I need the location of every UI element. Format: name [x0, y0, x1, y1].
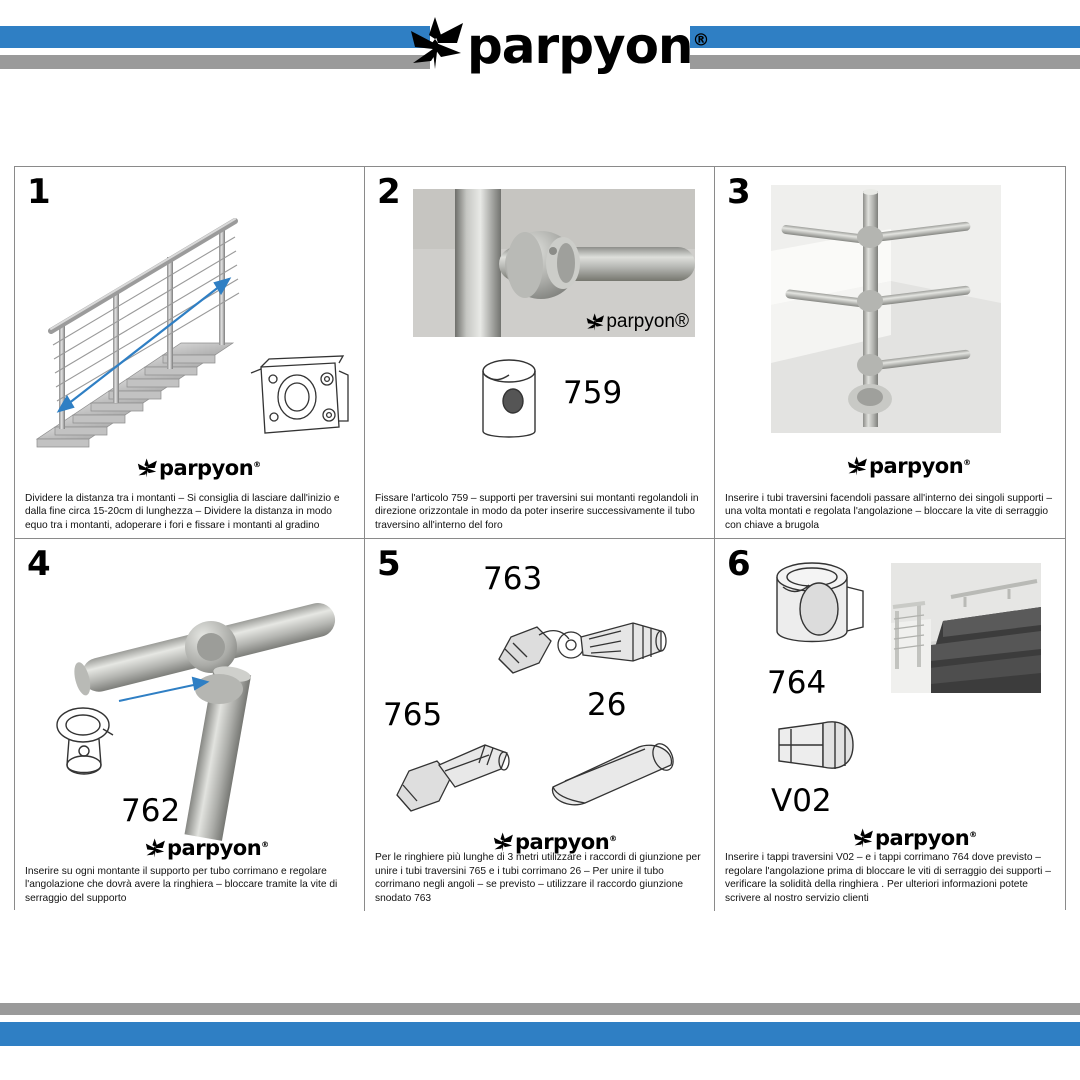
- cell-wordmark: parpyon®: [159, 455, 261, 480]
- finished-railing-photo: [891, 563, 1041, 693]
- watermark-logo: [584, 311, 689, 333]
- step-caption: Dividere la distanza tra i montanti – Si consiglia di lasciare dall'inizio e dalla fine circa 15-20cm di lunghezza – Dividere la distanza in modo equo tra i montanti, adoperare i fori e fissare i montanti al gradino: [25, 492, 340, 531]
- header-gray-bar-right: [690, 55, 1080, 69]
- step-caption: Fissare l'articolo 759 – supporti per traversini sui montanti regolandoli in direzione orizzontale in modo da poter inserire successivamente il tubo traversino all'interno del foro: [375, 492, 699, 531]
- step-cell-3: [715, 167, 1065, 539]
- parpyon-bird-icon: [143, 837, 167, 859]
- step-cell-2: [365, 167, 715, 539]
- cell-logo: [135, 457, 261, 479]
- step-caption: Per le ringhiere più lunghe di 3 metri utilizzare i raccordi di giunzione per unire i tubi traversini 765 e i tubi corrimano 26 – Per unire il tubo corrimano negli angoli – se previsto – utilizzare il raccordo giunzione snodato 763: [375, 852, 701, 904]
- part-number-765: 765: [383, 697, 443, 733]
- part-number-762: 762: [121, 793, 181, 829]
- header-blue-bar-right: [690, 26, 1080, 48]
- parpyon-bird-icon: [135, 457, 159, 479]
- part-number-763: 763: [483, 561, 543, 597]
- handrail-support-photo: [43, 561, 353, 847]
- cell-logo: [845, 455, 971, 477]
- connector-765-sketch: [389, 735, 517, 817]
- parpyon-bird-icon: [491, 831, 515, 853]
- parpyon-bird-icon: [845, 455, 869, 477]
- cell-wordmark: parpyon®: [515, 829, 617, 854]
- bracket-photo: [413, 189, 695, 337]
- cell-wordmark: parpyon®: [875, 825, 977, 850]
- articulated-joint-763-sketch: [493, 597, 673, 695]
- step-number: 3: [727, 172, 751, 212]
- step-cell-1: [15, 167, 365, 539]
- parpyon-bird-icon: [405, 13, 467, 73]
- cell-wordmark: parpyon®: [869, 453, 971, 478]
- bracket-sketch: [247, 349, 351, 445]
- step-number: 6: [727, 544, 751, 584]
- step-number: 2: [377, 172, 401, 212]
- step-number: 1: [27, 172, 51, 212]
- crossbar-photo: [771, 185, 1001, 433]
- support-759-sketch: [473, 353, 549, 445]
- step-cell-6: [715, 539, 1065, 911]
- step-caption: Inserire i tappi traversini V02 – e i tappi corrimano 764 dove previsto – regolare l'angolazione prima di bloccare le viti di serraggio dei supporti – verificare la solidità della ringhiera . Per ulteriori informazioni potete scrivere al nostro servizio clienti: [725, 852, 1051, 904]
- cell-logo: [851, 827, 977, 849]
- cell-logo: [491, 831, 617, 853]
- step-caption: Inserire su ogni montante il supporto per tubo corrimano e regolare l'angolazione che dovrà avere la ringhiera – bloccare tramite la vite di serraggio del supporto: [25, 865, 338, 904]
- cap-v02-sketch: [773, 711, 869, 781]
- cell-wordmark: parpyon®: [167, 835, 269, 860]
- step-number: 4: [27, 544, 51, 584]
- header: [0, 0, 1080, 86]
- part-number-v02: V02: [771, 783, 832, 819]
- header-gray-bar-left: [0, 55, 430, 69]
- tube-26-sketch: [535, 735, 685, 811]
- cell-logo: [143, 837, 269, 859]
- part-number-759: 759: [563, 375, 623, 411]
- steps-grid: [14, 166, 1066, 910]
- part-number-26: 26: [587, 687, 627, 723]
- cap-764-sketch: [763, 561, 875, 657]
- cell-wordmark: parpyon®: [606, 311, 689, 332]
- step-number: 5: [377, 544, 401, 584]
- part-number-764: 764: [767, 665, 827, 701]
- step-cell-4: [15, 539, 365, 911]
- brand-logo: [405, 6, 709, 80]
- step-caption: Inserire i tubi traversini facendoli passare all'interno dei singoli supporti – una volta montati e regolata l'angolazione – bloccare la vite di serraggio con chiave a brugola: [725, 492, 1052, 531]
- footer-blue-bar: [0, 1022, 1080, 1046]
- parpyon-bird-icon: [851, 827, 875, 849]
- header-blue-bar-left: [0, 26, 430, 48]
- brand-wordmark: parpyon®: [467, 17, 709, 75]
- footer-gray-bar: [0, 1003, 1080, 1015]
- parpyon-bird-icon: [584, 312, 606, 332]
- step-cell-5: [365, 539, 715, 911]
